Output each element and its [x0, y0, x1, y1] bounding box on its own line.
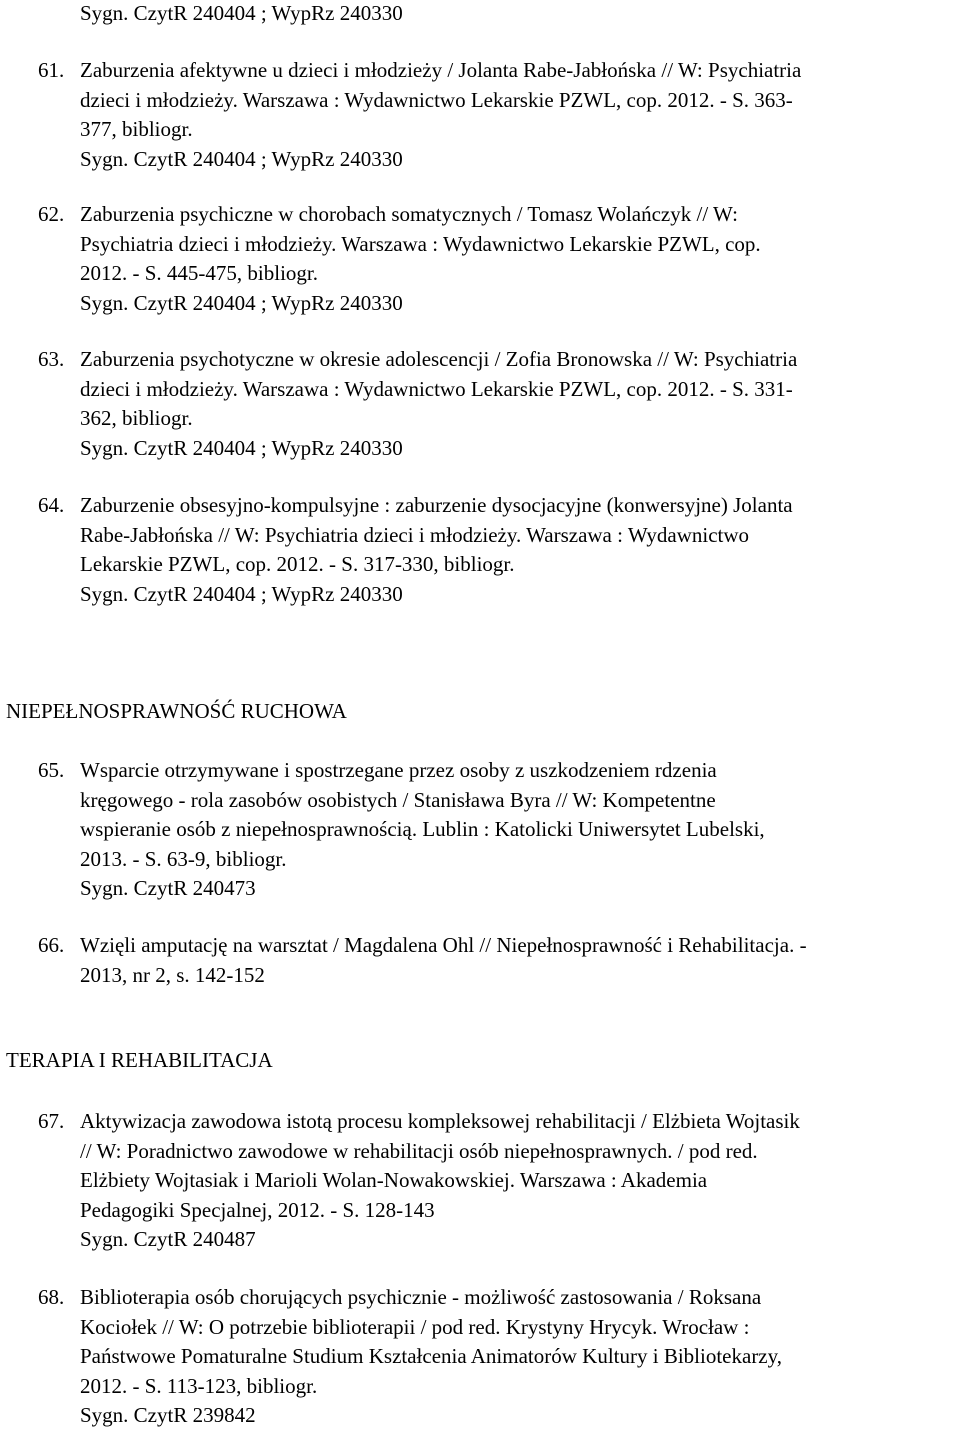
entry-line: Kociołek // W: O potrzebie biblioterapii / pod red. Krystyny Hrycyk. Wrocław : [80, 1314, 750, 1339]
entry-number: 63. [38, 347, 65, 371]
entry-line: Rabe-Jabłońska // W: Psychiatria dzieci i młodzieży. Warszawa : Wydawnictwo [80, 522, 750, 547]
entry-signature: Sygn. CzytR 240404 ; WypRz 240330 [80, 435, 403, 460]
entry-line: dzieci i młodzieży. Warszawa : Wydawnictwo Lekarskie PZWL, cop. 2012. - S. 331- [80, 376, 793, 401]
bibliography-entry [38, 931, 956, 990]
bibliography-entry [38, 756, 956, 904]
bibliography-entry [38, 56, 956, 174]
section-heading: NIEPEŁNOSPRAWNOŚĆ RUCHOWA [6, 699, 347, 723]
entry-line: dzieci i młodzieży. Warszawa : Wydawnictwo Lekarskie PZWL, cop. 2012. - S. 363- [80, 87, 793, 112]
entry-line: 2013, nr 2, s. 142-152 [80, 962, 265, 987]
entry-signature: Sygn. CzytR 240404 ; WypRz 240330 [80, 290, 403, 315]
entry-line: Zaburzenia afektywne u dzieci i młodzieży / Jolanta Rabe-Jabłońska // W: Psychiatria [80, 58, 802, 82]
entry-line: Lekarskie PZWL, cop. 2012. - S. 317-330, bibliogr. [80, 552, 515, 576]
entry-signature: Sygn. CzytR 240404 ; WypRz 240330 [80, 581, 403, 606]
entry-line: wspieranie osób z niepełnosprawnością. Lublin : Katolicki Uniwersytet Lubelski, [80, 817, 765, 841]
entry-line: 2012. - S. 445-475, bibliogr. [80, 261, 319, 285]
entry-line: Państwowe Pomaturalne Studium Kształcenia Animatorów Kultury i Bibliotekarzy, [80, 1344, 783, 1368]
entry-line: Zaburzenia psychiczne w chorobach somatycznych / Tomasz Wolańczyk // W: [80, 202, 738, 226]
entry-number: 65. [38, 758, 65, 782]
entry-number: 64. [38, 493, 65, 517]
entry-signature: Sygn. CzytR 240473 [80, 876, 256, 900]
entry-signature: Sygn. CzytR 239842 [80, 1403, 256, 1427]
entry-signature: Sygn. CzytR 240487 [80, 1227, 256, 1251]
top-signature: Sygn. CzytR 240404 ; WypRz 240330 [80, 1, 403, 25]
entry-number: 66. [38, 933, 65, 957]
section-heading: TERAPIA I REHABILITACJA [6, 1048, 273, 1072]
entry-line: Biblioterapia osób chorujących psychicznie - możliwość zastosowania / Roksana [80, 1285, 762, 1309]
entry-number: 61. [38, 58, 65, 82]
entry-line: kręgowego - rola zasobów osobistych / Stanisława Byra // W: Kompetentne [80, 787, 716, 812]
entry-line: 2012. - S. 113-123, bibliogr. [80, 1373, 318, 1398]
entry-line: Wsparcie otrzymywane i spostrzegane przez osoby z uszkodzeniem rdzenia [80, 758, 717, 782]
entry-line: Elżbiety Wojtasiak i Marioli Wolan-Nowakowskiej. Warszawa : Akademia [80, 1168, 708, 1192]
entry-number: 68. [38, 1285, 65, 1309]
entry-line: Aktywizacja zawodowa istotą procesu kompleksowej rehabilitacji / Elżbieta Wojtasik [80, 1109, 800, 1133]
entry-line: Zaburzenie obsesyjno-kompulsyjne : zaburzenie dysocjacyjne (konwersyjne) Jolanta [80, 493, 793, 517]
entry-line: // W: Poradnictwo zawodowe w rehabilitacji osób niepełnosprawnych. / pod red. [80, 1138, 758, 1163]
entry-line: Zaburzenia psychotyczne w okresie adolescencji / Zofia Bronowska // W: Psychiatria [80, 347, 798, 371]
entry-line: 2013. - S. 63-9, bibliogr. [80, 846, 287, 871]
bibliography-entry [38, 1283, 956, 1431]
bibliography-entry [38, 200, 956, 318]
entry-number: 62. [38, 202, 65, 226]
bibliography-entry [38, 1107, 956, 1255]
bibliography-entry [38, 491, 956, 609]
entry-line: 362, bibliogr. [80, 406, 193, 430]
entry-line: Wzięli amputację na warsztat / Magdalena Ohl // Niepełnosprawność i Rehabilitacja. - [80, 933, 807, 957]
entry-number: 67. [38, 1109, 65, 1133]
entry-signature: Sygn. CzytR 240404 ; WypRz 240330 [80, 146, 403, 171]
bibliography-entry [38, 345, 956, 463]
entry-line: Psychiatria dzieci i młodzieży. Warszawa : Wydawnictwo Lekarskie PZWL, cop. [80, 231, 761, 256]
entry-line: Pedagogiki Specjalnej, 2012. - S. 128-143 [80, 1197, 435, 1222]
entry-line: 377, bibliogr. [80, 117, 193, 141]
